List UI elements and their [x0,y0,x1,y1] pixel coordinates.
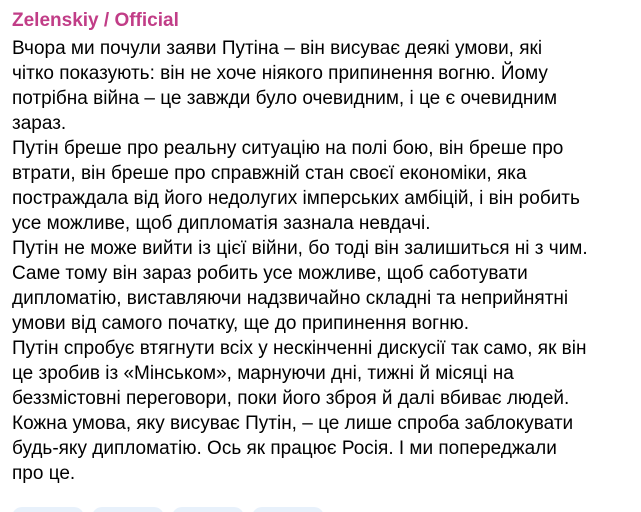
message-line: беззмістовні переговори, поки його зброя й далі вбиває людей. [12,388,570,409]
message-line: зараз. [12,113,67,134]
message-line: про це. [12,463,76,484]
reaction-button[interactable] [92,507,164,512]
message-line: втрати, він бреше про справжній стан своєї економіки, яка [12,163,527,184]
message-line: умови від самого початку, ще до припинення вогню. [12,313,470,334]
message-line: постраждала від його недолугих імперських амбіцій, і він робить [12,188,580,209]
reactions-row [12,507,324,512]
channel-name[interactable]: Zelenskiy / Official [12,10,179,31]
reaction-button[interactable] [172,507,244,512]
message-line: Кожна умова, яку висуває Путін, – це лише спроба заблокувати [12,413,574,434]
message-line: будь-яку дипломатію. Ось як працює Росія. І ми попереджали [12,438,557,459]
message-line: це зробив із «Мінськом», марнуючи дні, тижні й місяці на [12,363,514,384]
message-text [12,36,631,486]
message-line: чітко показують: він не хоче ніякого припинення вогню. Йому [12,63,548,84]
message-line: дипломатію, виставляючи надзвичайно складні та неприйнятні [12,288,569,309]
message-line: потрібна війна – це завжди було очевидним, і це є очевидним [12,88,558,109]
message-line: Саме тому він зараз робить усе можливе, щоб саботувати [12,263,528,284]
reaction-button[interactable] [252,507,324,512]
message-line: Путін спробує втягнути всіх у нескінченні дискусії так само, як він [12,338,587,359]
message-line: усе можливе, щоб дипломатія зазнала невдачі. [12,213,431,234]
message-line: Путін не може вийти із цієї війни, бо тоді він залишиться ні з чим. [12,238,588,259]
message-line: Вчора ми почули заяви Путіна – він висуває деякі умови, які [12,38,543,59]
message-line: Путін бреше про реальну ситуацію на полі бою, він бреше про [12,138,564,159]
reaction-button[interactable] [12,507,84,512]
